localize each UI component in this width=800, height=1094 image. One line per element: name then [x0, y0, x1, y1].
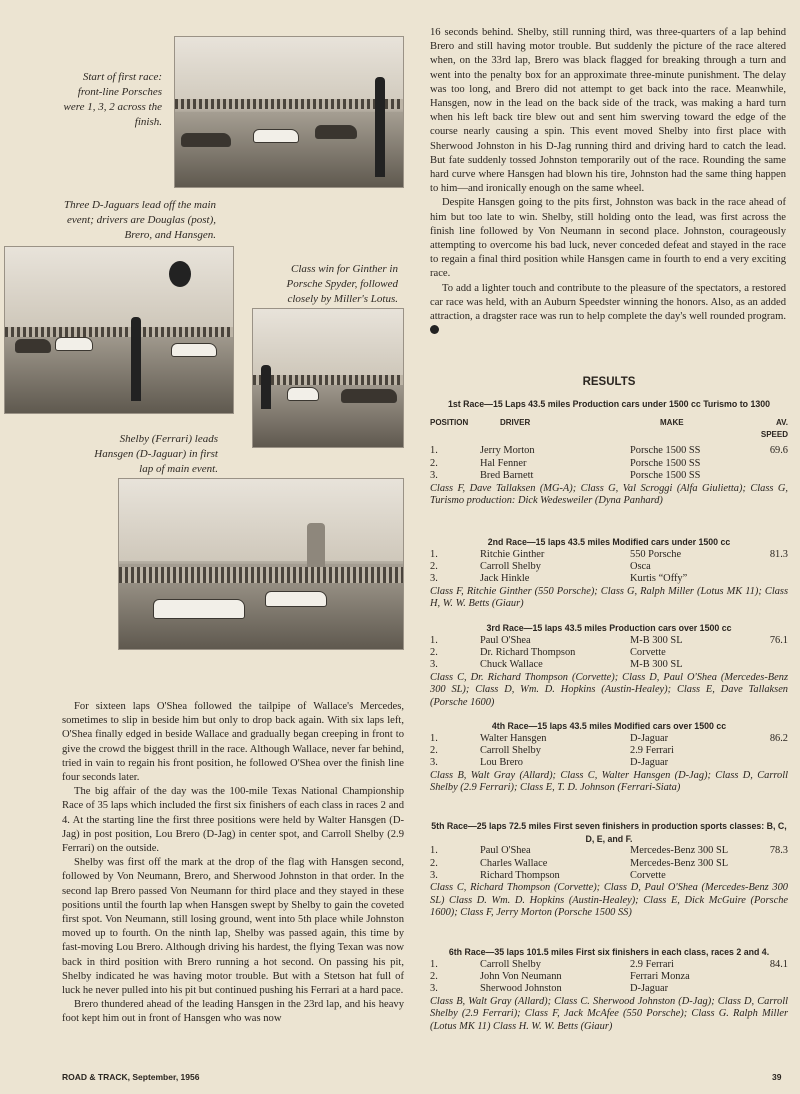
caption-race-start: Start of first race: front-line Porsches were 1, 3, 2 across the finish. — [63, 71, 162, 128]
caption-shelby: Shelby (Ferrari) leads Hansgen (D-Jaguar) in first lap of main event. — [94, 433, 218, 475]
race-4 — [430, 720, 788, 795]
race-5 — [430, 820, 788, 920]
table-row: 1. Jerry Morton Porsche 1500 SS 69.6 — [430, 445, 788, 457]
left-article — [62, 700, 404, 1027]
table-row: 3. Bred Barnett Porsche 1500 SS — [430, 470, 701, 482]
table-row: 1. Paul O'Shea M-B 300 SL 76.1 — [430, 634, 788, 646]
table-row: 2. Charles Wallace Mercedes-Benz 300 SL — [430, 857, 729, 869]
header-position: POSITION — [430, 417, 469, 427]
class-winners: Class F, Ritchie Ginther (550 Porsche); Class G, Ralph Miller (Lotus MK 11); Class H, W. W. Betts (Giaur) — [430, 585, 788, 610]
right-paragraph: Despite Hansgen going to the pits first, Johnston was back in the race ahead of him but too late to win. Shelby, still holding onto the lead, was first across the finish line followed by Von Neumann in second place. Johnston, courageously attempting to overcome his bad luck, never conceded defeat and stayed in the race to regain a final third position while Hansgen came in fourth to end a very exciting race. — [430, 197, 786, 280]
end-bullet-icon — [430, 325, 439, 334]
table-row: 1. Carroll Shelby 2.9 Ferrari 84.1 — [430, 958, 788, 970]
table-row: 2. John Von Neumann Ferrari Monza — [430, 971, 690, 982]
caption-djaguars: Three D-Jaguars lead off the main event; drivers are Douglas (post), Brero, and Hansgen. — [63, 199, 216, 241]
left-paragraph: For sixteen laps O'Shea followed the tailpipe of Wallace's Mercedes, sometimes to slip in beside him but only to drop back again. With six laps left, O'Shea finally edged in beside Wallace and gradually began creeping in front to give the crowd the biggest thrill in the race. Although Wallace, never far behind, tried in vain to regain his front position, he followed O'Shea over the finish line four seconds later. — [62, 701, 404, 784]
table-row: 2. Carroll Shelby 2.9 Ferrari — [430, 745, 674, 756]
right-paragraph: 16 seconds behind. Shelby, still running third, was three-quarters of a lap behind Brero and still having motor trouble. But suddenly the picture of the race altered when, on the 33rd lap, Brero was black flagged for breaking through a turn and went into the penalty box for an approximate three-minute punishment. The delay was too long, and Brero did not attempt to get back into the race. Meanwhile, Hansgen, now in the lead on the back side of the track, was making a hard turn when his left back tire blew out and sent him swerving toward the edge of the course nearly causing a spin. This event moved Shelby into first place with Sherwood Johnston in his D-Jag running third and driving hard to catch the lead. But fate suddenly tossed Johnston temporarily out of the race. Rounding the same hard curve where Hansgen had blown his tire, Johnston had the same thing happen to him—and ironically enough on the same wheel. — [430, 27, 786, 195]
race-6 — [430, 946, 788, 1033]
race-2 — [430, 536, 788, 611]
table-row: 2. Carroll Shelby Osca — [430, 561, 651, 572]
table-row: 3. Chuck Wallace M-B 300 SL — [430, 659, 683, 671]
table-row: 2. Hal Fenner Porsche 1500 SS — [430, 457, 701, 469]
class-winners: Class B, Walt Gray (Allard); Class C. Sherwood Johnston (D-Jag); Class D, Carroll Shelby (2.9 Ferrari); Class F, Jack McAfee (550 Porsche); Class G. Ralph Miller (Lotus MK 11) Class H. W. W. Betts (Giaur) — [430, 995, 788, 1032]
left-paragraph: Brero thundered ahead of the leading Hansgen in the 23rd lap, and his heavy foot kept him out in front of Hansgen who was now — [62, 999, 404, 1025]
race-3 — [430, 622, 788, 709]
table-row: 3. Richard Thompson Corvette — [430, 870, 666, 881]
page-number: 39 — [772, 1072, 782, 1082]
right-article — [430, 26, 786, 338]
header-make: MAKE — [660, 417, 684, 427]
table-row: 1. Walter Hansgen D-Jaguar 86.2 — [430, 732, 788, 744]
left-paragraph: The big affair of the day was the 100-mile Texas National Championship Race of 35 laps which included the first six finishers of each class in races 2 and 4. At the starting line the first three positions were held by Walter Hansgen (D-Jag) in post position, Lou Brero (D-Jag) in center spot, and Carroll Shelby (2.9 Ferrari) on the outside. — [62, 786, 404, 855]
race-heading: 2nd Race—15 laps 43.5 miles Modified cars under 1500 cc — [487, 537, 731, 547]
table-row: 2. Dr. Richard Thompson Corvette — [430, 647, 666, 658]
results-title: RESULTS — [582, 376, 636, 388]
table-row: 1. Ritchie Ginther 550 Porsche 81.3 — [430, 548, 788, 560]
race-heading: 3rd Race—15 laps 43.5 miles Production cars over 1500 cc — [486, 623, 732, 633]
right-paragraph: To add a lighter touch and contribute to the pleasure of the spectators, a restored car race was held, with an Auburn Speedster winning the honors. Also, as an added attraction, a dragster race was run to help complete the day's well rounded program. — [430, 282, 786, 339]
caption-ginther: Class win for Ginther in Porsche Spyder, followed closely by Miller's Lotus. — [286, 263, 398, 305]
class-winners: Class B, Walt Gray (Allard); Class C, Walter Hansgen (D-Jag); Class D, Carroll Shelby (2.9 Ferrari); Class E, T. D. Johnson (Ferrari-Siata) — [430, 769, 788, 794]
photo-ginther — [252, 308, 404, 448]
left-paragraph: Shelby was first off the mark at the drop of the flag with Hansgen second, followed by Von Neumann, Brero, and Sherwood Johnston in that order. In the second lap Brero passed Von Neumann for third place and they stayed in these positions until the fourth lap when Hansgen swept by Shelby to gain the coveted first spot. Von Neumann, still losing ground, went into 5th place while Johnston moved up to fourth. On the ninth lap, Shelby was passed again, this time by fast-moving Lou Brero. Although driving his hardest, the flying Texan was now back in third position with Brero running a hot second. On passing his pit, Shelby indicated he was having motor trouble. But with a Stetson hat full of luck he never pulled into his pit but continued pushing his Ferrari at a hard pace. — [62, 857, 404, 997]
photo-race-start — [174, 36, 404, 188]
photo-shelby-hansgen — [118, 478, 404, 650]
table-row: 1. Paul O'Shea Mercedes-Benz 300 SL 78.3 — [430, 845, 788, 857]
photo-djaguars — [4, 246, 234, 414]
race-heading: 5th Race—25 laps 72.5 miles First seven finishers in production sports classes: B, C, D, E, and F. — [431, 821, 787, 844]
table-row: 3. Lou Brero D-Jaguar — [430, 757, 669, 769]
class-winners: Class C, Dr. Richard Thompson (Corvette); Class D, Paul O'Shea (Mercedes-Benz 300 SL); Class D, Wm. D. Hopkins (Austin-Healey); Class E, Dave Tallaksen (Porsche 1600) — [430, 671, 788, 708]
header-driver: DRIVER — [500, 417, 531, 427]
table-row: 3. Sherwood Johnston D-Jaguar — [430, 983, 669, 995]
race-1 — [430, 398, 788, 507]
table-row: 3. Jack Hinkle Kurtis “Offy” — [430, 573, 688, 585]
race-heading: 4th Race—15 laps 43.5 miles Modified cars over 1500 cc — [491, 721, 727, 731]
header-speed: AV. SPEED — [760, 417, 788, 439]
race-heading: 1st Race—15 Laps 43.5 miles Production cars under 1500 cc Turismo to 1300 — [447, 399, 771, 409]
class-winners: Class C, Richard Thompson (Corvette); Class D, Paul O'Shea (Mercedes-Benz 300 SL) Class D. Wm. D. Hopkins (Austin-Healey); Class E, Dick McGuire (Porsche 1600); Class F, Jerry Morton (Porsche 1500 SS) — [430, 882, 788, 919]
race-heading: 6th Race—35 laps 101.5 miles First six finishers in each class, races 2 and 4. — [448, 947, 770, 957]
footer-publication: ROAD & TRACK, September, 1956 — [62, 1072, 200, 1082]
class-winners: Class F, Dave Tallaksen (MG-A); Class G, Val Scroggi (Alfa Giulietta); Class G, Turismo production: Dick Wedesweiler (Dyna Panhard) — [430, 482, 788, 507]
results-header — [430, 417, 788, 442]
